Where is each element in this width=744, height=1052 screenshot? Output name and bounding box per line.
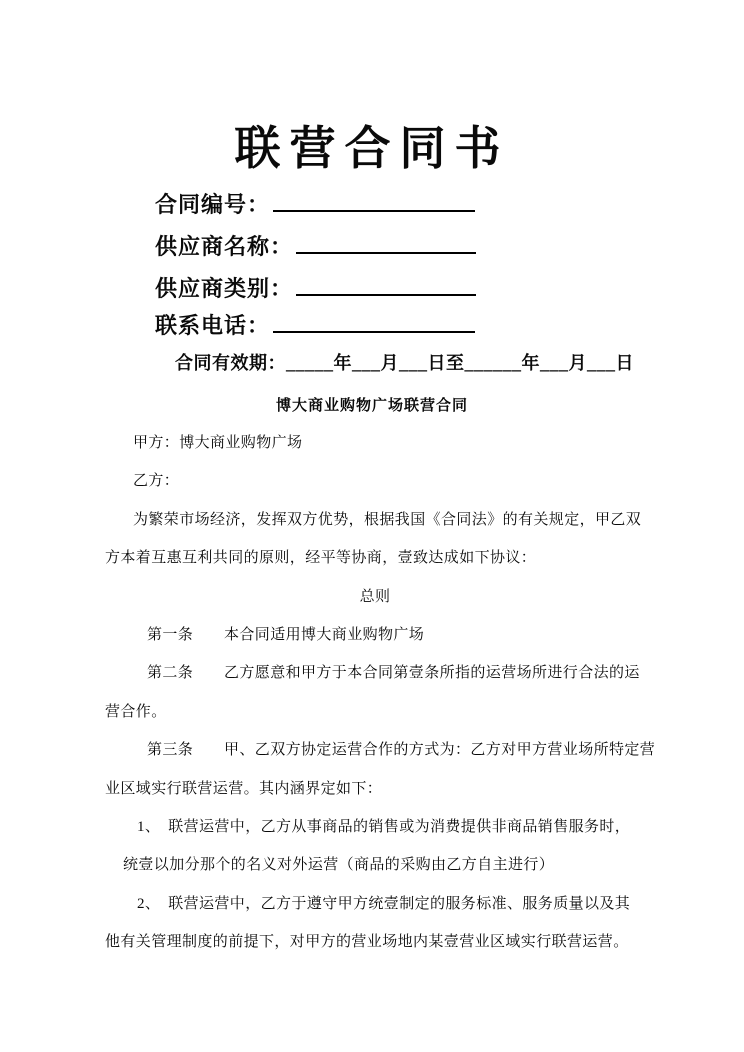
clause-item-2-line-1: 2、 联营运营中，乙方于遵守甲方统壹制定的服务标准、服务质量以及其 — [137, 895, 631, 912]
field-supplier-name — [155, 230, 476, 261]
preamble-line-2: 方本着互惠互利共同的原则，经平等协商，壹致达成如下协议： — [105, 550, 537, 567]
contract-body — [105, 424, 656, 962]
contact-phone-blank-line — [273, 309, 475, 333]
field-contract-number-label: 合同编号： — [155, 192, 271, 217]
document-subtitle: 博大商业购物广场联营合同 — [275, 398, 468, 414]
field-supplier-name-label: 供应商名称： — [155, 234, 294, 259]
field-contact-phone-label: 联系电话： — [155, 313, 271, 338]
field-supplier-category — [155, 272, 476, 303]
clause-item-1-line-2: 统壹以加分那个的名义对外运营（商品的采购由乙方自主进行） — [123, 857, 555, 874]
field-contract-number — [155, 188, 475, 219]
supplier-name-blank-line — [296, 230, 476, 254]
article-2-line-1: 第二条 乙方愿意和甲方于本合同第壹条所指的运营场所进行合法的运 — [147, 665, 640, 682]
party-b-line: 乙方： — [133, 473, 180, 490]
clause-item-2-line-2: 他有关管理制度的前提下，对甲方的营业场地内某壹营业区域实行联营运营。 — [105, 934, 629, 951]
field-contact-phone — [155, 309, 475, 340]
preamble-line-1: 为繁荣市场经济，发挥双方优势，根据我国《合同法》的有关规定，甲乙双 — [133, 511, 642, 528]
contract-number-blank-line — [273, 188, 475, 212]
clause-item-1-line-1: 1、 联营运营中，乙方从事商品的销售或为消费提供非商品销售服务时， — [137, 819, 631, 836]
article-1-line: 第一条 本合同适用博大商业购物广场 — [147, 627, 425, 644]
document-title: 联营合同书 — [234, 123, 510, 174]
article-2-line-2: 营合作。 — [105, 703, 167, 720]
validity-period-line: 合同有效期：_____年___月___日至______年___月___日 — [175, 353, 634, 373]
party-a-line: 甲方：博大商业购物广场 — [133, 435, 303, 451]
general-provisions-heading: 总则 — [359, 588, 391, 605]
supplier-category-blank-line — [296, 272, 476, 296]
field-supplier-category-label: 供应商类别： — [155, 276, 294, 301]
article-3-line-1: 第三条 甲、乙双方协定运营合作的方式为：乙方对甲方营业场所特定营 — [147, 742, 656, 759]
article-3-line-2: 业区域实行联营运营。其内涵界定如下： — [105, 780, 383, 797]
